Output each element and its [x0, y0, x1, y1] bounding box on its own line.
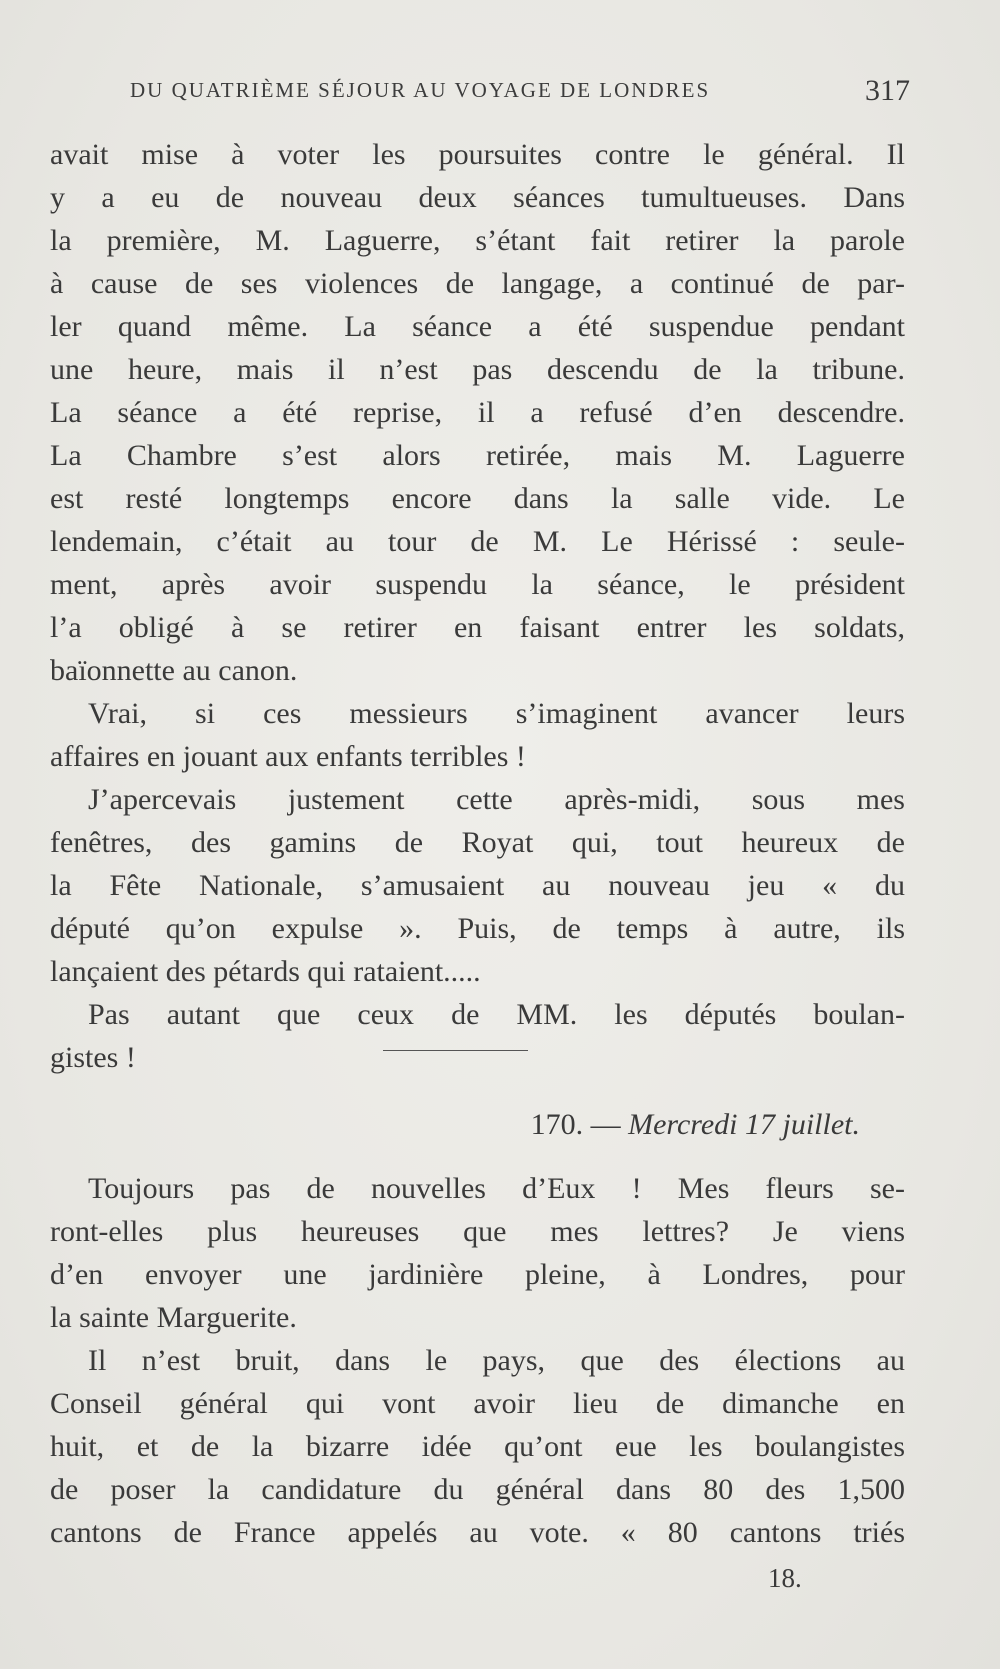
paragraph: [50, 778, 905, 993]
text-line: gistes !: [50, 1041, 136, 1074]
text-line: fenêtres, des gamins de Royat qui, tout heureux de: [50, 826, 905, 859]
text-line: Conseil général qui vont avoir lieu de dimanche en: [50, 1387, 905, 1420]
text-line: est resté longtemps encore dans la salle vide. Le: [50, 482, 905, 515]
text-line: à cause de ses violences de langage, a continué de par-: [50, 267, 905, 300]
running-head: [130, 74, 910, 118]
paragraph: [50, 993, 905, 1079]
text-line: La Chambre s’est alors retirée, mais M. Laguerre: [50, 439, 905, 472]
text-line: la sainte Marguerite.: [50, 1301, 297, 1334]
body-text-part-2: [50, 1167, 905, 1554]
text-line: d’en envoyer une jardinière pleine, à Londres, pour: [50, 1258, 905, 1291]
text-line: l’a obligé à se retirer en faisant entrer les soldats,: [50, 611, 905, 644]
text-line: la première, M. Laguerre, s’étant fait retirer la parole: [50, 224, 905, 257]
text-line: lançaient des pétards qui rataient.....: [50, 955, 481, 988]
text-line: Il n’est bruit, dans le pays, que des élections au: [88, 1344, 905, 1377]
text-line: la Fête Nationale, s’amusaient au nouveau jeu « du: [50, 869, 905, 902]
section-divider: [383, 1050, 528, 1051]
text-line: de poser la candidature du général dans 80 des 1,500: [50, 1473, 905, 1506]
text-line: Pas autant que ceux de MM. les députés boulan-: [88, 998, 905, 1031]
entry-number: 170. —: [530, 1108, 621, 1141]
text-line: affaires en jouant aux enfants terribles !: [50, 740, 526, 773]
running-title: DU QUATRIÈME SÉJOUR AU VOYAGE DE LONDRES: [130, 78, 711, 102]
entry-date: Mercredi 17 juillet.: [628, 1108, 860, 1141]
text-line: député qu’on expulse ». Puis, de temps à autre, ils: [50, 912, 905, 945]
text-line: J’apercevais justement cette après-midi, sous mes: [88, 783, 905, 816]
text-line: baïonnette au canon.: [50, 654, 298, 687]
text-line: ler quand même. La séance a été suspendue pendant: [50, 310, 905, 343]
page-number: 317: [865, 74, 910, 107]
paragraph: [50, 692, 905, 778]
paragraph: [50, 133, 905, 692]
text-line: huit, et de la bizarre idée qu’ont eue les boulangistes: [50, 1430, 905, 1463]
text-line: Vrai, si ces messieurs s’imaginent avancer leurs: [88, 697, 905, 730]
text-line: cantons de France appelés au vote. « 80 cantons triés: [50, 1516, 905, 1549]
body-text-part-1: [50, 133, 905, 1079]
entry-heading: [531, 1108, 860, 1142]
text-line: y a eu de nouveau deux séances tumultueuses. Dans: [50, 181, 905, 214]
text-line: ront-elles plus heureuses que mes lettres? Je viens: [50, 1215, 905, 1248]
text-line: ment, après avoir suspendu la séance, le président: [50, 568, 905, 601]
paragraph: [50, 1339, 905, 1554]
text-line: avait mise à voter les poursuites contre le général. Il: [50, 138, 905, 171]
text-line: lendemain, c’était au tour de M. Le Hérissé : seule-: [50, 525, 905, 558]
text-line: La séance a été reprise, il a refusé d’en descendre.: [50, 396, 905, 429]
paragraph: [50, 1167, 905, 1339]
signature-mark: 18.: [768, 1563, 802, 1593]
text-line: une heure, mais il n’est pas descendu de la tribune.: [50, 353, 905, 386]
text-line: Toujours pas de nouvelles d’Eux ! Mes fleurs se-: [88, 1172, 905, 1205]
